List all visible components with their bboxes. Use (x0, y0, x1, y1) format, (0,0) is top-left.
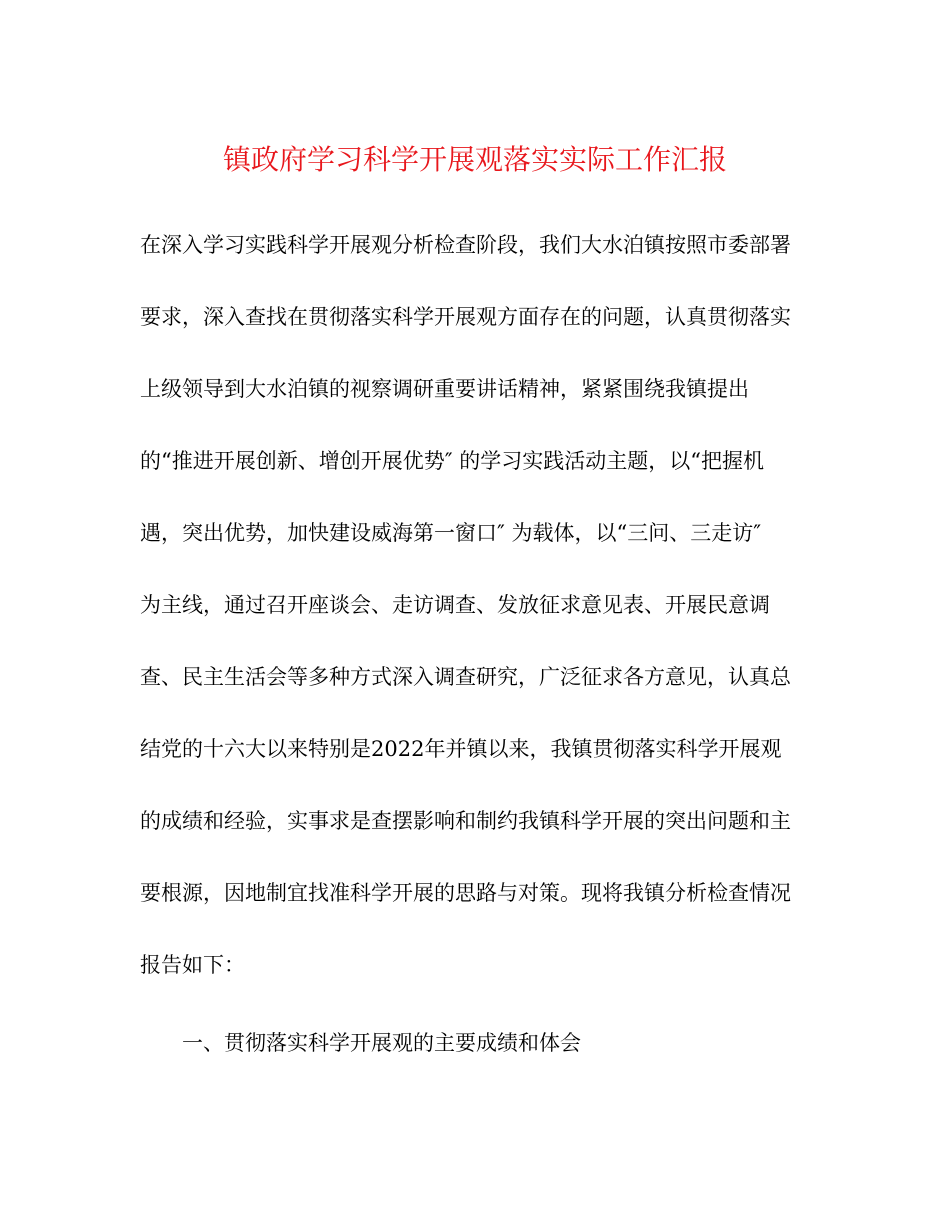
paragraph-line: 结党的十六大以来特别是2022年并镇以来，我镇贯彻落实科学开展观 (140, 737, 782, 761)
paragraph-line: 要求，深入查找在贯彻落实科学开展观方面存在的问题，认真贯彻落实 (140, 305, 791, 329)
paragraph-line: 上级领导到大水泊镇的视察调研重要讲话精神，紧紧围绕我镇提出 (140, 377, 749, 401)
paragraph-line: 要根源，因地制宜找准科学开展的思路与对策。现将我镇分析检查情况 (140, 881, 791, 905)
paragraph-line: 的成绩和经验，实事求是查摆影响和制约我镇科学开展的突出问题和主 (140, 809, 791, 833)
section-heading: 一、贯彻落实科学开展观的主要成绩和体会 (182, 1031, 581, 1055)
paragraph-line: 遇，突出优势，加快建设威海第一窗口″ 为载体，以“三问、三走访″ (140, 521, 762, 545)
paragraph-line: 为主线，通过召开座谈会、走访调查、发放征求意见表、开展民意调 (140, 593, 770, 617)
document-title: 镇政府学习科学开展观落实实际工作汇报 (222, 143, 727, 176)
paragraph-line: 报告如下： (140, 953, 245, 977)
paragraph-line: 在深入学习实践科学开展观分析检查阶段，我们大水泊镇按照市委部署 (140, 233, 791, 257)
paragraph-line: 查、民主生活会等多种方式深入调查研究，广泛征求各方意见，认真总 (140, 665, 791, 689)
paragraph-line: 的“推进开展创新、增创开展优势″ 的学习实践活动主题，以“把握机 (140, 449, 764, 473)
